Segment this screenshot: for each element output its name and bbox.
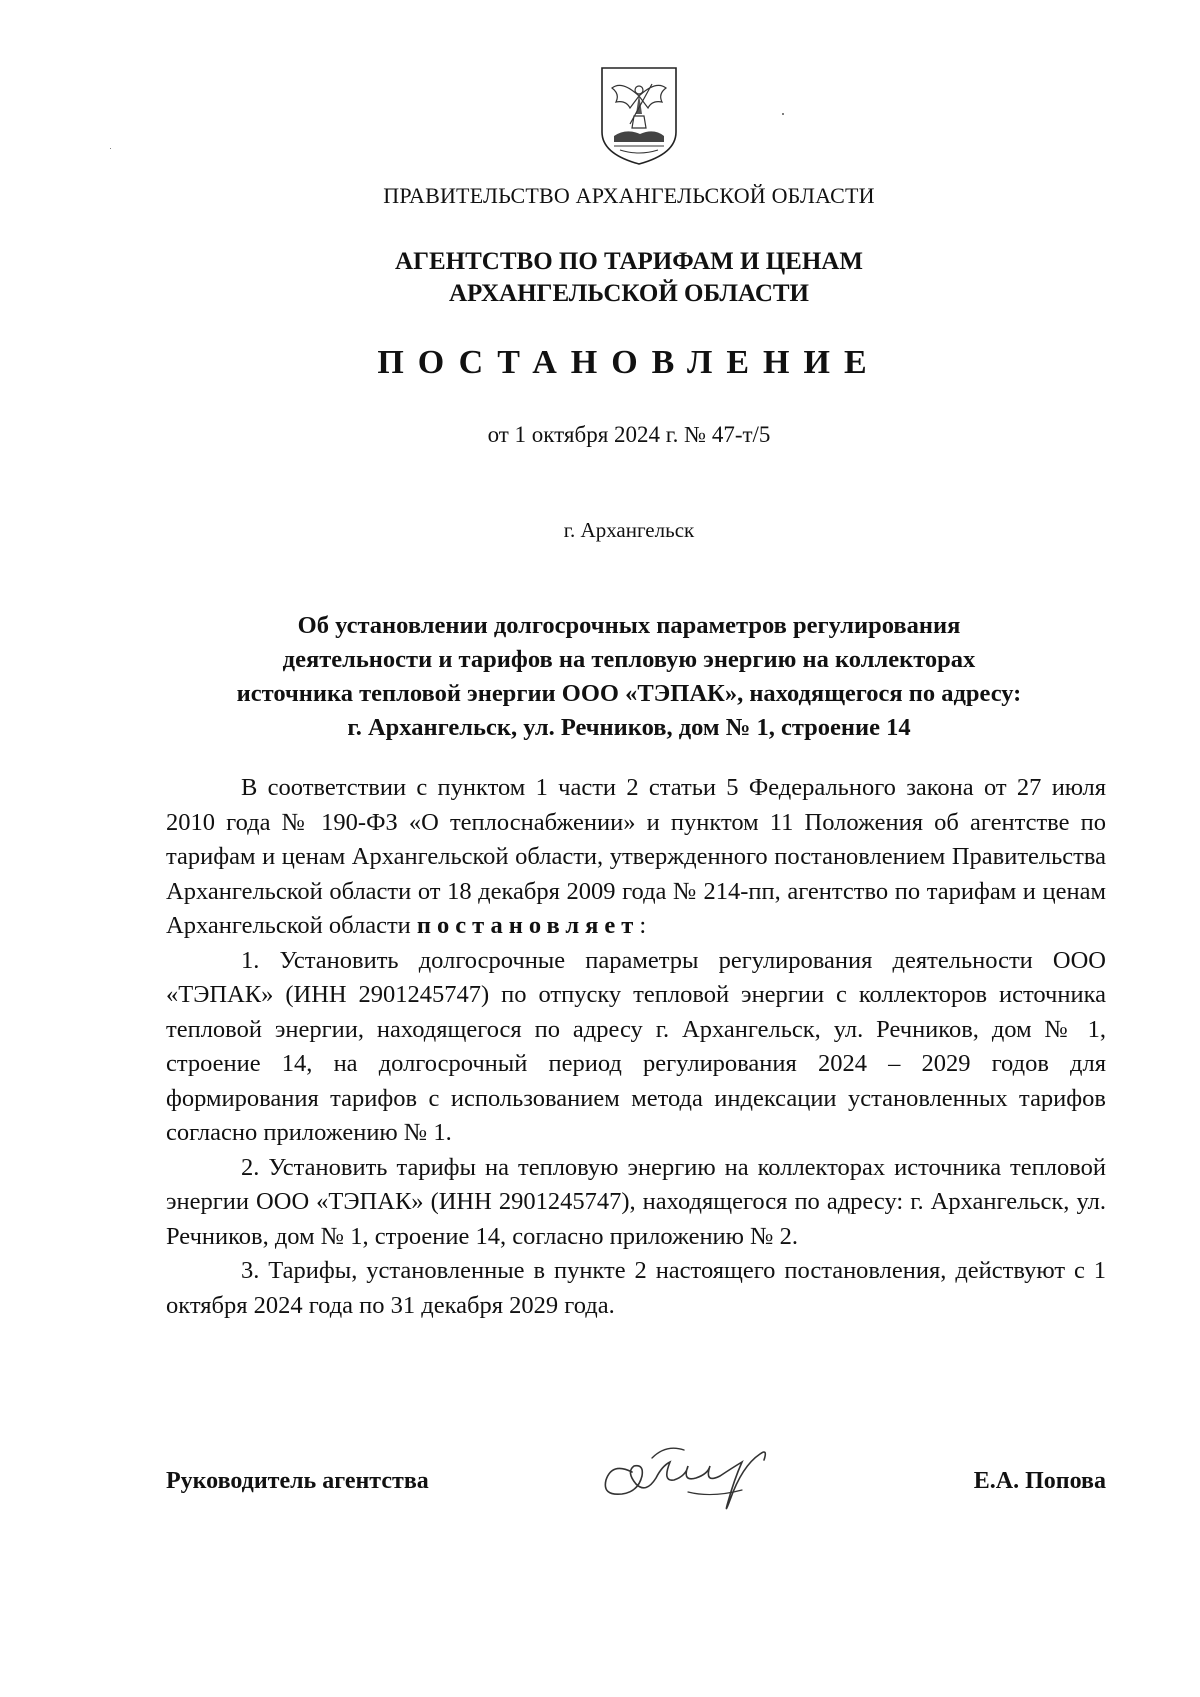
preamble-text: В соответствии с пунктом 1 части 2 статьи 5 Федерального закона от 27 июля 2010 года № 190-ФЗ «О теплоснабжении» и пунктом 11 Положения об агентстве по тарифам и ценам Архангельской области, утвержденного постановлением Правительства Архангельской области от 18 декабря 2009 года № 214-пп, агентство по тарифам и ценам Архангельской области [166, 774, 1106, 939]
decides-word: постановляет [416, 912, 640, 939]
title-line3: источника тепловой энергии ООО «ТЭПАК», находящегося по адресу: [236, 680, 1022, 707]
agency-name [0, 246, 1200, 310]
title-line1: Об установлении долгосрочных параметров регулирования [297, 612, 961, 639]
signatory-role: Руководитель агентства [166, 1468, 429, 1494]
item-3: 3. Тарифы, установленные в пункте 2 настоящего постановления, действуют с 1 октября 2024 года по 31 декабря 2029 года. [166, 1257, 1106, 1319]
item-1: 1. Установить долгосрочные параметры регулирования деятельности ООО «ТЭПАК» (ИНН 2901245747) по отпуску тепловой энергии с коллекторов источника тепловой энергии, находящегося по адресу г. Архангельск, ул. Речников, дом № 1, строение 14, на долгосрочный период регулирования 2024 – 2029 годов для формирования тарифов с использованием метода индексации установленных тарифов согласно приложению № 1. [166, 946, 1106, 1146]
title-line4: г. Архангельск, ул. Речников, дом № 1, строение 14 [347, 714, 911, 741]
agency-name-line2: АРХАНГЕЛЬСКОЙ ОБЛАСТИ [449, 280, 809, 307]
document-type: ПОСТАНОВЛЕНИЕ [377, 344, 881, 381]
title-line2: деятельности и тарифов на тепловую энергию на коллекторах [282, 646, 976, 673]
signatory-name: Е.А. Попова [973, 1468, 1106, 1494]
agency-name-line1: АГЕНТСТВО ПО ТАРИФАМ И ЦЕНАМ [395, 248, 863, 275]
document-date-number: от 1 октября 2024 г. № 47-т/5 [487, 422, 771, 447]
coat-of-arms-emblem-icon [600, 66, 678, 166]
document-city: г. Архангельск [563, 518, 695, 542]
decides-colon: : [639, 912, 647, 939]
scan-speck [782, 113, 784, 115]
preamble-paragraph [166, 771, 1106, 944]
document-title [0, 609, 1200, 745]
handwritten-signature [592, 1432, 792, 1522]
government-name: ПРАВИТЕЛЬСТВО АРХАНГЕЛЬСКОЙ ОБЛАСТИ [383, 183, 875, 208]
item-2: 2. Установить тарифы на тепловую энергию на коллекторах источника тепловой энергии ООО «ТЭПАК» (ИНН 2901245747), находящегося по адресу: г. Архангельск, ул. Речников, дом № 1, строение 14, согласно приложению № 2. [166, 1153, 1106, 1250]
scan-speck [110, 148, 111, 149]
document-body [166, 771, 1106, 1323]
